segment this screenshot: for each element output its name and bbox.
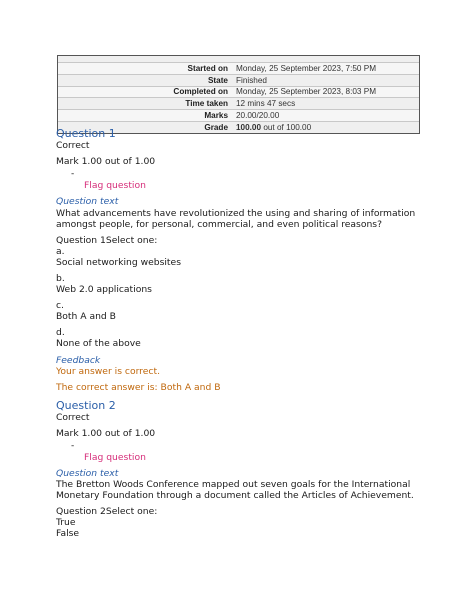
option-a-text[interactable]: Social networking websites [56, 257, 181, 268]
option-a-letter[interactable]: a. [56, 246, 65, 257]
question-1-dash: - [71, 169, 75, 179]
summary-row-time [58, 97, 419, 109]
summary-label: Grade [204, 122, 228, 132]
summary-label: Started on [187, 63, 228, 73]
summary-row-completed [58, 86, 419, 98]
question-1-mark: Mark 1.00 out of 1.00 [56, 156, 156, 167]
question-2-select-prompt: Question 2Select one: [56, 506, 158, 517]
summary-row-state [58, 74, 419, 86]
option-c-text[interactable]: Both A and B [56, 311, 116, 322]
summary-value [236, 123, 419, 132]
flag-question-1-link[interactable]: Flag question [84, 180, 146, 191]
option-b-letter[interactable]: b. [56, 273, 65, 284]
question-2-heading: Question 2 [56, 399, 116, 412]
question-2-text-line-2: Monetary Foundation through a document called the Articles of Achievement. [56, 490, 414, 501]
flag-question-2-link[interactable]: Flag question [84, 452, 146, 463]
grade-value: 100.00 [236, 122, 262, 132]
summary-label: Time taken [185, 99, 228, 109]
summary-value: Monday, 25 September 2023, 7:50 PM [236, 63, 377, 73]
question-1-text-label: Question text [56, 196, 119, 207]
feedback-your-answer: Your answer is correct. [56, 366, 160, 377]
feedback-correct-answer: The correct answer is: Both A and B [56, 382, 221, 393]
question-1-status: Correct [56, 140, 90, 151]
summary-label: Completed on [173, 87, 228, 97]
option-true[interactable]: True [56, 517, 76, 528]
question-2-status: Correct [56, 412, 90, 423]
feedback-label: Feedback [56, 355, 101, 366]
summary-value: Monday, 25 September 2023, 8:03 PM [236, 87, 377, 97]
question-2-text-line-1: The Bretton Woods Conference mapped out seven goals for the International [56, 479, 411, 490]
question-1-text-line-1: What advancements have revolutionized the using and sharing of information [56, 208, 416, 219]
summary-value: 12 mins 47 secs [236, 99, 296, 109]
option-false[interactable]: False [56, 528, 80, 539]
option-d-text[interactable]: None of the above [56, 338, 141, 349]
summary-row-marks [58, 109, 419, 121]
question-1-heading: Question 1 [56, 127, 116, 140]
option-b-text[interactable]: Web 2.0 applications [56, 284, 152, 295]
grade-out-of: out of 100.00 [261, 122, 312, 132]
question-2-mark: Mark 1.00 out of 1.00 [56, 428, 156, 439]
summary-row-started [58, 62, 419, 74]
question-1-select-prompt: Question 1Select one: [56, 235, 158, 246]
question-2-text-label: Question text [56, 468, 119, 479]
summary-label: Marks [204, 111, 228, 121]
summary-label: State [207, 75, 228, 85]
option-d-letter[interactable]: d. [56, 327, 65, 338]
attempt-summary-table [57, 55, 420, 134]
option-c-letter[interactable]: c. [56, 300, 64, 311]
summary-value: Finished [236, 75, 267, 85]
summary-value: 20.00/20.00 [236, 111, 280, 121]
question-2-dash: - [71, 441, 75, 451]
question-1-text-line-2: amongst people, for personal, commercial, and even political reasons? [56, 219, 382, 230]
